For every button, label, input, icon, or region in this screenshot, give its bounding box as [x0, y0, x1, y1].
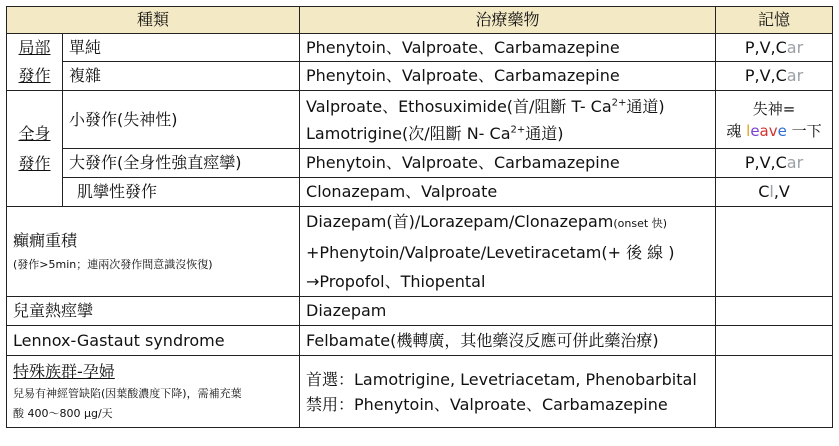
pregnant-drugs: [300, 356, 716, 428]
table-row: [7, 356, 833, 428]
general-group-label-1: 全身: [18, 123, 51, 143]
absence-drug-1-end: 通道): [626, 96, 665, 116]
complex-memo: [716, 62, 833, 91]
status-drugs: [300, 207, 716, 297]
absence-drug-2: Lamotrigine(次/阻斷 N- Ca: [306, 123, 511, 143]
memo-leave-v: v: [768, 121, 778, 140]
status-type-cell: [7, 207, 300, 297]
memo-pv: P,V,: [744, 66, 776, 85]
memo-ar: ar: [786, 153, 804, 172]
memo-pv: P,V,: [744, 153, 776, 172]
memo-pv: P,V,: [744, 37, 776, 57]
table-row: [7, 34, 833, 62]
absence-drugs: [300, 91, 716, 149]
memo-line-1: 失神=: [752, 99, 796, 118]
febrile-type: 兒童熱痙攣: [7, 297, 300, 326]
table-row: [7, 207, 833, 297]
table-row: [7, 326, 833, 356]
absence-drug-1: Valproate、Ethosuximide(首/阻斷 T- Ca: [306, 96, 612, 116]
absence-memo: [716, 91, 833, 149]
simple-memo: [716, 34, 833, 62]
epilepsy-drug-table: [6, 6, 833, 428]
pregnant-type: 特殊族群-孕婦: [13, 361, 115, 381]
memo-ar: ar: [786, 66, 804, 85]
table-row: [7, 178, 833, 207]
tonic-type: 大發作(全身性強直痙攣): [63, 149, 300, 178]
tonic-drugs: Phenytoin、Valproate、Carbamazepine: [300, 149, 716, 178]
memo-leave-e: e: [750, 121, 760, 140]
memo-c: C: [775, 66, 787, 85]
memo-ar: ar: [786, 37, 804, 57]
status-drug-3: →Propofol、Thiopental: [306, 272, 486, 291]
pregnant-note-2: 酸 400～800 μg/天: [13, 406, 113, 420]
memo-c: C: [758, 182, 770, 201]
simple-type: 單純: [63, 34, 300, 62]
febrile-drugs: Diazepam: [300, 297, 716, 326]
status-drug-2: +Phenytoin/Valproate/Levetiracetam(+ 後 線 ): [306, 243, 675, 262]
local-group-label-2: 發作: [18, 66, 51, 85]
status-drug-1: Diazepam(首)/Lorazepam/Clonazepam: [306, 212, 614, 231]
memo-soul: 魂: [726, 121, 747, 140]
header-drugs: 治療藥物: [300, 7, 716, 34]
memo-c: C: [775, 153, 787, 172]
local-group-cell: [7, 34, 63, 91]
memo-v: ,V: [773, 182, 790, 201]
status-type: 癲癇重積: [13, 230, 78, 250]
table-row: [7, 91, 833, 149]
header-row: [7, 7, 833, 34]
pregnant-drug-forbidden: 禁用：Phenytoin、Valproate、Carbamazepine: [306, 394, 668, 414]
lgs-type: Lennox-Gastaut syndrome: [7, 326, 300, 356]
general-group-label-2: 發作: [18, 153, 51, 173]
local-group-label-1: 局部: [18, 38, 51, 57]
memo-c: C: [775, 37, 787, 57]
myoclonic-type: 肌攣性發作: [63, 178, 300, 207]
memo-leave-l: l: [746, 121, 751, 140]
absence-type: 小發作(失神性): [63, 91, 300, 149]
status-note: (發作>5min；連兩次發作間意識沒恢復): [13, 257, 213, 271]
myoclonic-memo: [716, 178, 833, 207]
pregnant-memo: [716, 356, 833, 428]
absence-drug-2-end: 通道): [525, 123, 564, 143]
memo-leave-a: a: [759, 121, 769, 140]
ca-charge-1: 2+: [611, 97, 627, 109]
pregnant-note-1: 兒易有神經管缺陷(因葉酸濃度下降)，需補充葉: [13, 386, 242, 400]
pregnant-drug-first: 首選：Lamotrigine, Levetriacetam, Phenobarbital: [306, 369, 697, 389]
lgs-memo: [716, 326, 833, 356]
table-row: [7, 149, 833, 178]
general-group-cell: [7, 91, 63, 207]
status-drug-1-note: (onset 快): [613, 217, 667, 230]
complex-type: 複雜: [63, 62, 300, 91]
memo-moment: 一下: [786, 121, 822, 140]
ca-charge-2: 2+: [510, 124, 526, 136]
table-row: [7, 297, 833, 326]
febrile-memo: [716, 297, 833, 326]
lgs-drugs: Felbamate(機轉廣，其他藥沒反應可併此藥治療): [300, 326, 716, 356]
header-memo: 記憶: [716, 7, 833, 34]
table-row: [7, 62, 833, 91]
header-type: 種類: [7, 7, 300, 34]
status-memo: [716, 207, 833, 297]
complex-drugs: Phenytoin、Valproate、Carbamazepine: [300, 62, 716, 91]
memo-leave-e2: e: [777, 121, 787, 140]
simple-drugs: Phenytoin、Valproate、Carbamazepine: [300, 34, 716, 62]
pregnant-type-cell: [7, 356, 300, 428]
tonic-memo: [716, 149, 833, 178]
myoclonic-drugs: Clonazepam、Valproate: [300, 178, 716, 207]
memo-l: l: [769, 182, 774, 201]
